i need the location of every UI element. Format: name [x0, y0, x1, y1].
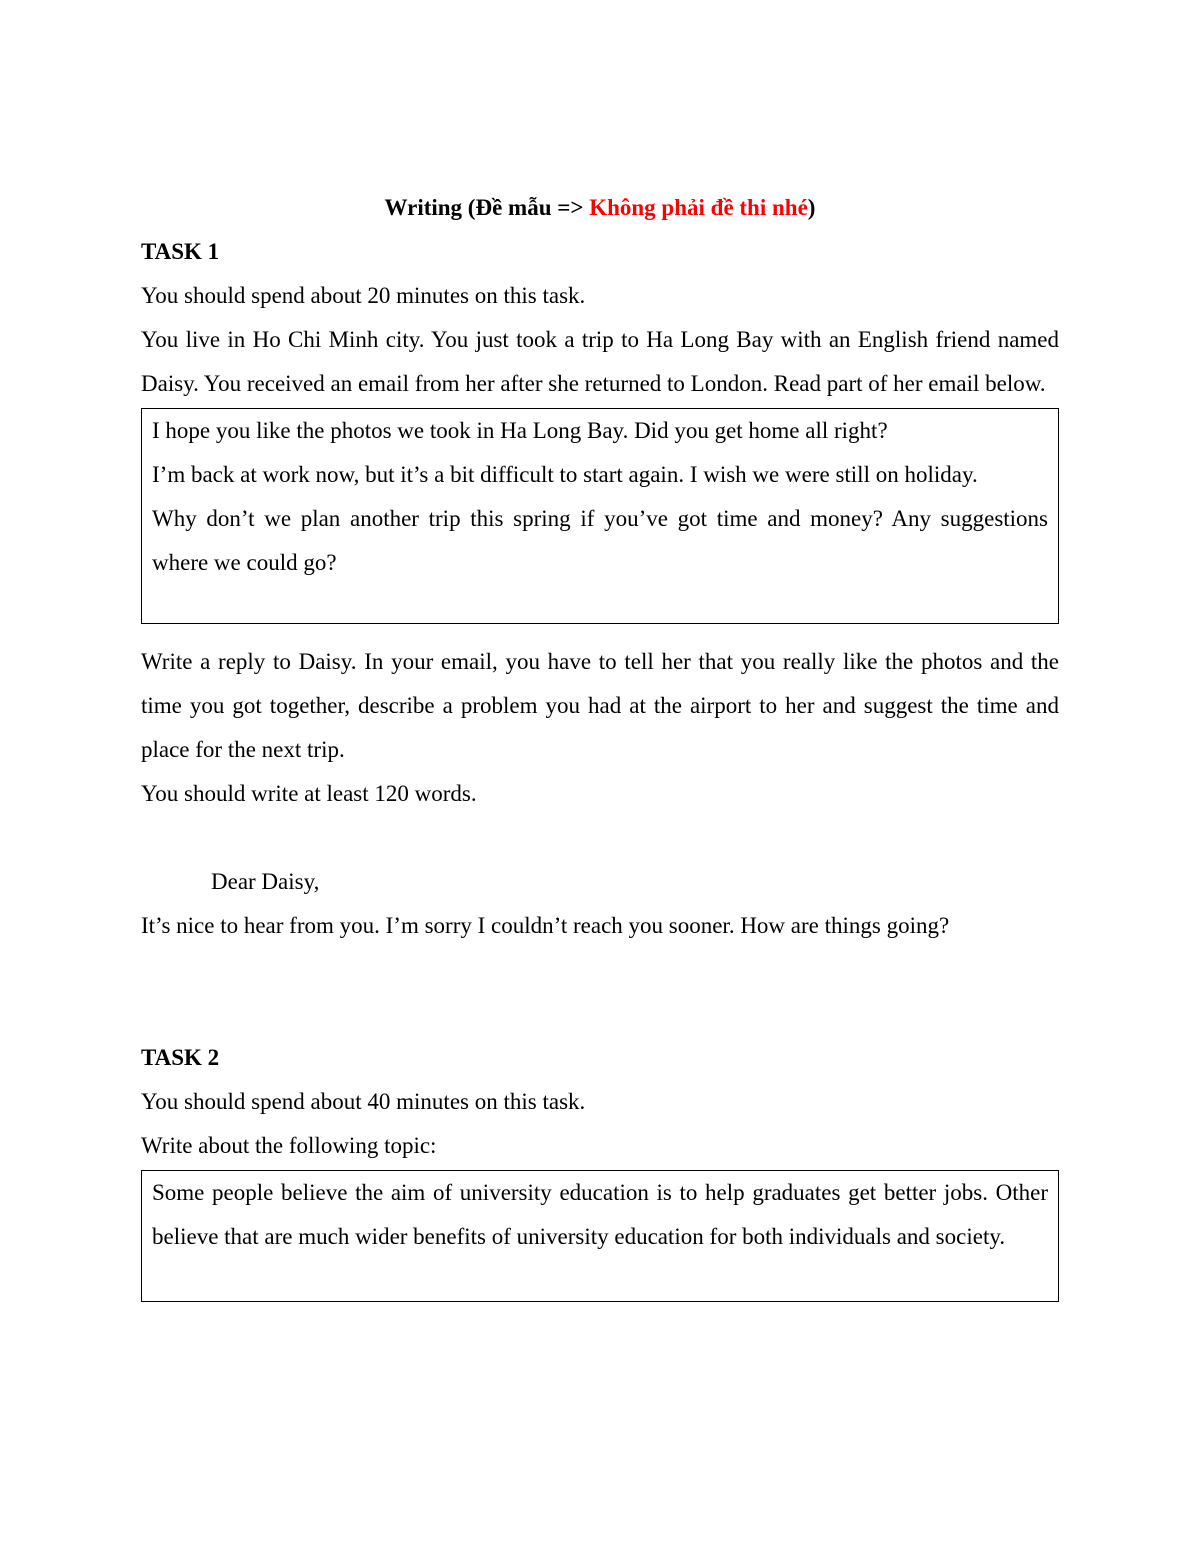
- title-prefix: Writing (Đề mẫu =>: [384, 195, 590, 220]
- task2-topic: Some people believe the aim of university education is to help graduates get better jobs. Other believe that are much wider benefits of university education for both individuals and society.: [152, 1180, 1048, 1249]
- task1-intro: You live in Ho Chi Minh city. You just took a trip to Ha Long Bay with an English friend named Daisy. You received an email from her after she returned to London. Read part of her email below.: [141, 327, 1059, 396]
- task1-email-box: [141, 408, 1059, 624]
- task2-time: You should spend about 40 minutes on this task.: [141, 1089, 586, 1114]
- task1-instruction: Write a reply to Daisy. In your email, you have to tell her that you really like the photos and the time you got together, describe a problem you had at the airport to her and suggest the time and place for the next trip.: [141, 649, 1059, 762]
- email-line-1: I hope you like the photos we took in Ha Long Bay. Did you get home all right?: [152, 418, 888, 443]
- spacer: [141, 816, 1059, 860]
- spacer: [141, 624, 1059, 640]
- title-suffix: ): [807, 195, 816, 220]
- task2-topic-box: [141, 1170, 1059, 1302]
- title-highlight: Không phải đề thi nhé: [589, 195, 808, 220]
- document-title: [141, 186, 1059, 230]
- task1-heading: TASK 1: [141, 239, 220, 264]
- task2-prompt: Write about the following topic:: [141, 1133, 437, 1158]
- task1-time: You should spend about 20 minutes on this task.: [141, 283, 586, 308]
- email-line-3: Why don’t we plan another trip this spring if you’ve got time and money? Any suggestions where we could go?: [152, 506, 1048, 575]
- spacer: [141, 992, 1059, 1036]
- task2-heading: TASK 2: [141, 1045, 220, 1070]
- email-line-2: I’m back at work now, but it’s a bit difficult to start again. I wish we were still on holiday.: [152, 462, 978, 487]
- task1-word-count: You should write at least 120 words.: [141, 781, 477, 806]
- letter-salutation: Dear Daisy,: [211, 869, 320, 894]
- letter-opening: It’s nice to hear from you. I’m sorry I couldn’t reach you sooner. How are things going?: [141, 913, 950, 938]
- document-page: [141, 186, 1059, 1302]
- spacer: [141, 948, 1059, 992]
